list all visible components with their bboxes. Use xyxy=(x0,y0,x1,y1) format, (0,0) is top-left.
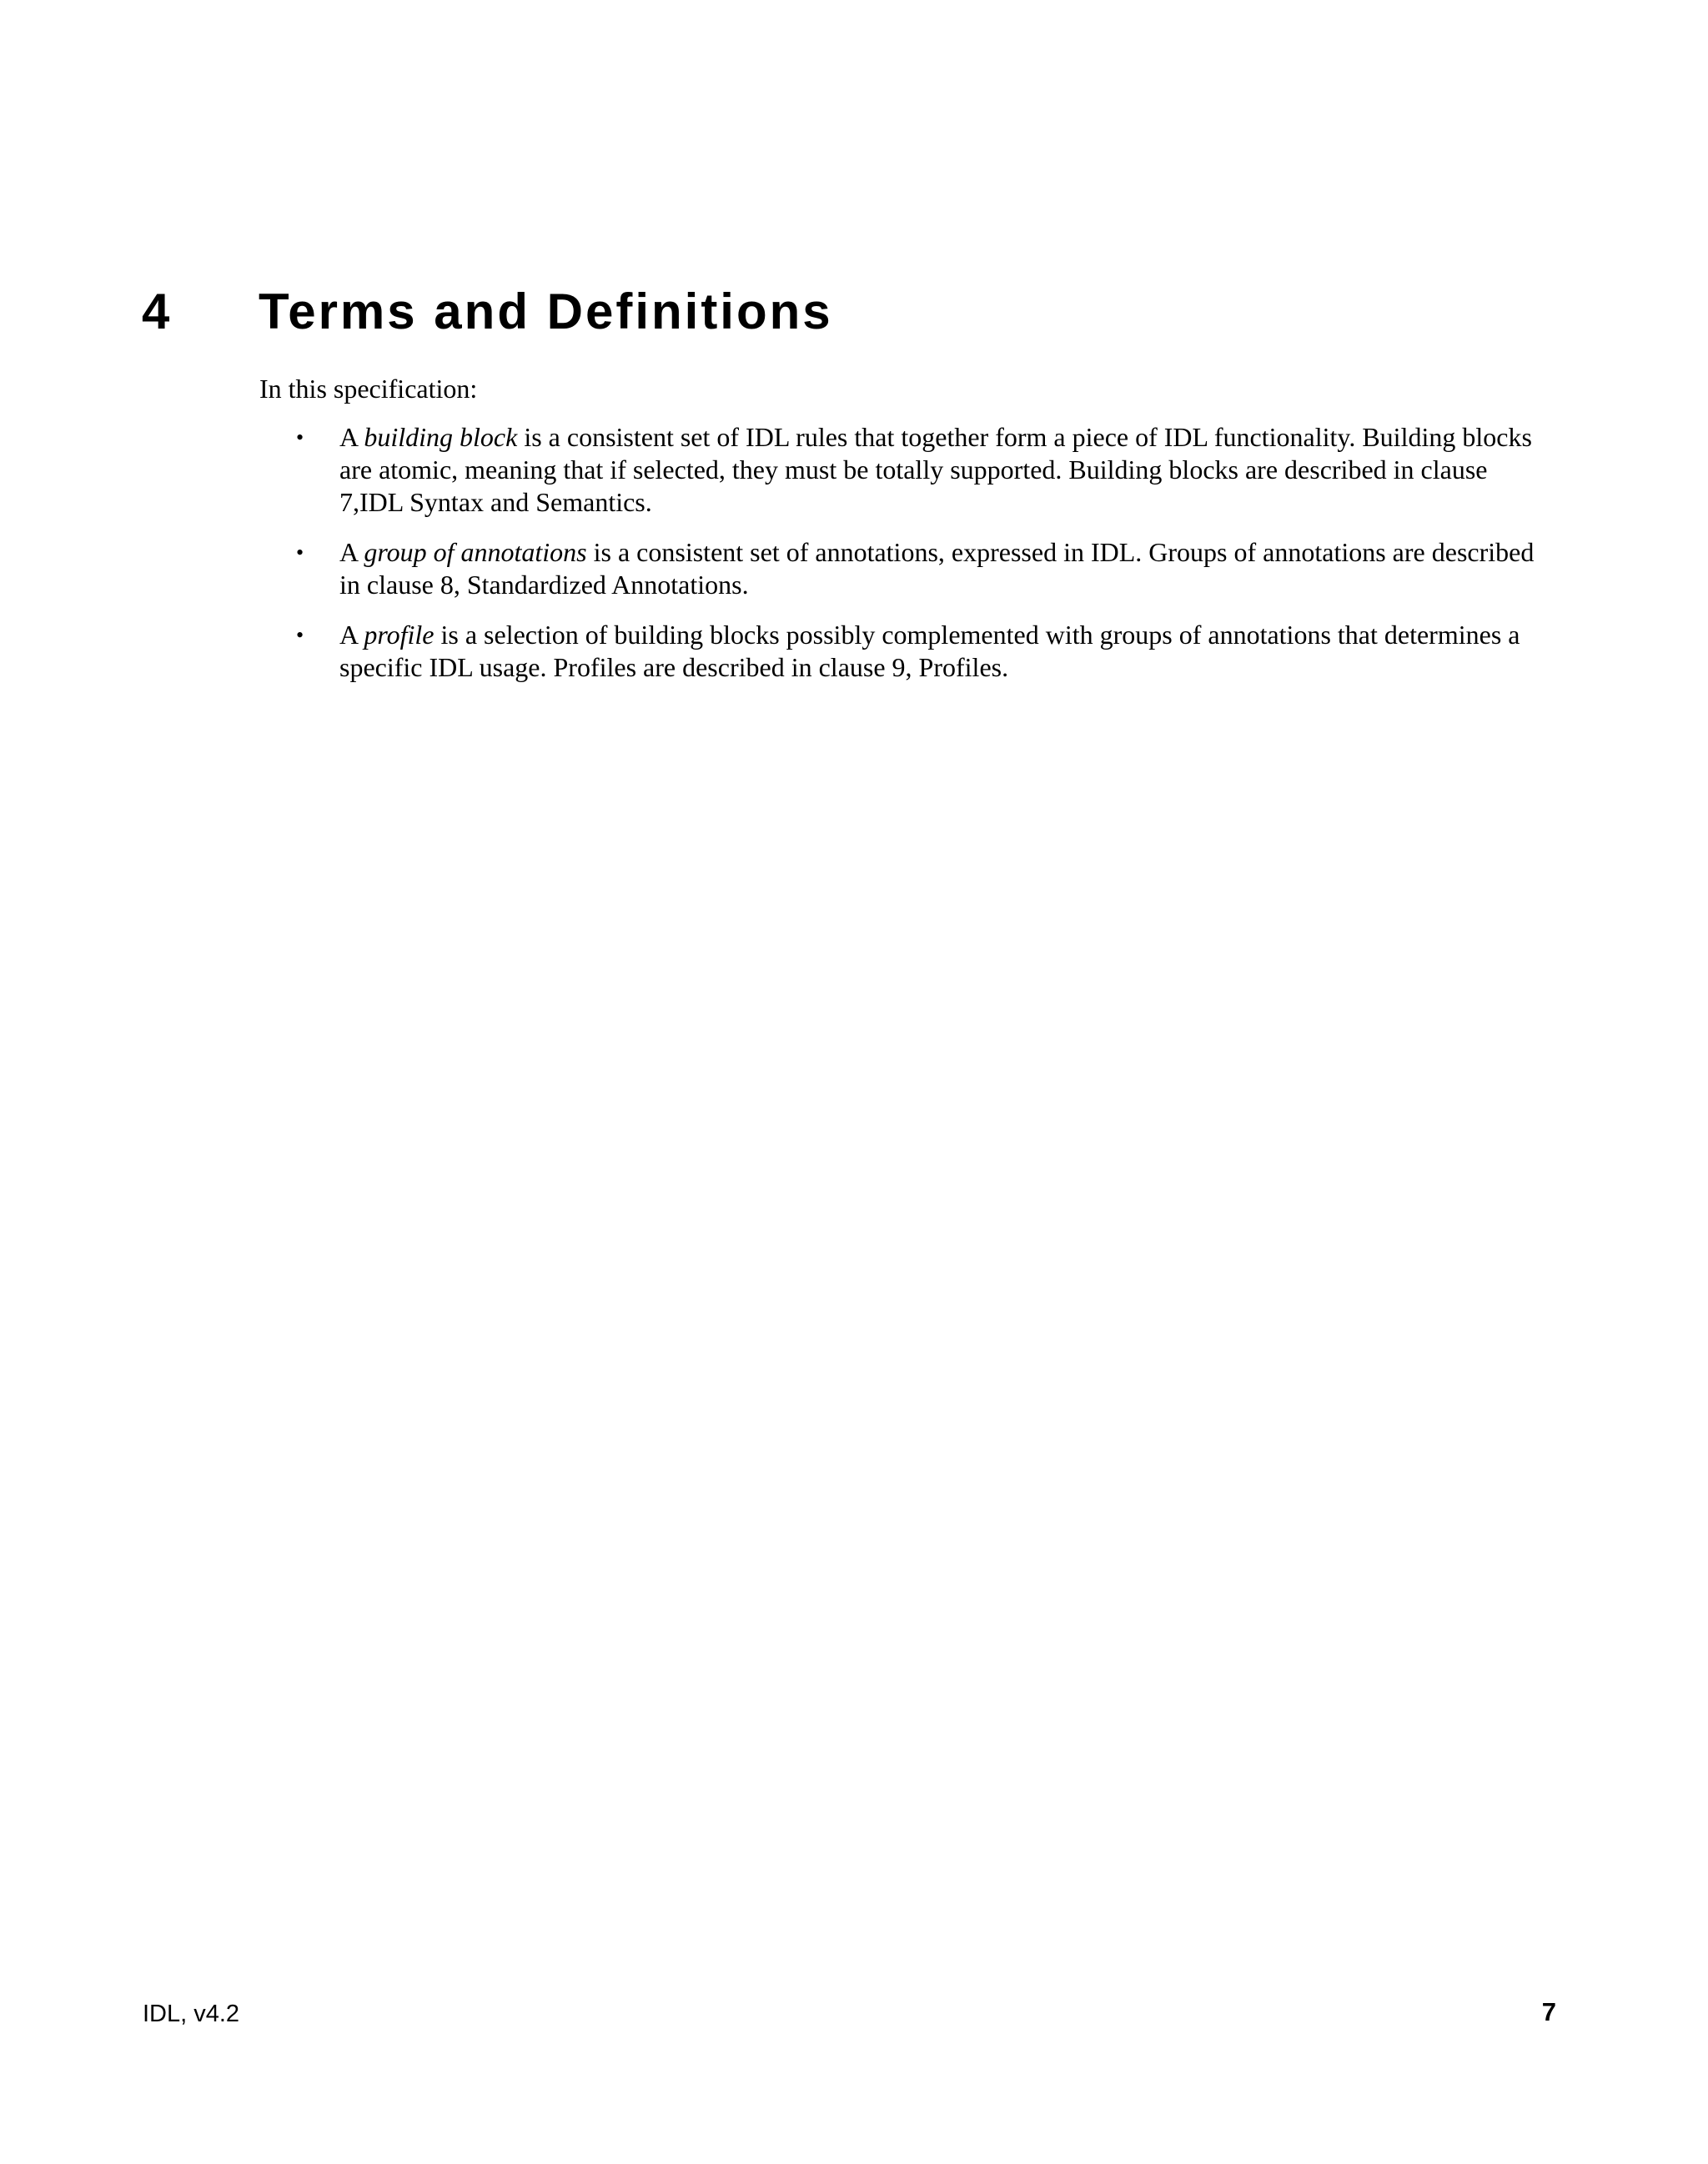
definition-line xyxy=(339,619,1574,651)
bullet-icon: • xyxy=(296,425,304,449)
defined-term: building block xyxy=(364,422,518,452)
definitions-list xyxy=(296,421,1574,701)
definition-lead: A xyxy=(339,422,364,452)
bullet-icon: • xyxy=(296,623,304,647)
section-heading xyxy=(142,282,833,342)
bullet-icon: • xyxy=(296,540,304,565)
definition-line xyxy=(339,421,1574,454)
footer-page-number: 7 xyxy=(1541,1997,1556,2026)
section-number: 4 xyxy=(142,284,173,339)
definition-line: are atomic, meaning that if selected, they must be totally supported. Building blocks are described in clause xyxy=(339,454,1488,485)
definition-line xyxy=(339,536,1574,569)
definition-line: 7,IDL Syntax and Semantics. xyxy=(339,487,652,517)
definition-text: is a selection of building blocks possibly complemented with groups of annotations that determines a xyxy=(434,620,1520,650)
defined-term: profile xyxy=(364,620,435,650)
definition-text: is a consistent set of annotations, expressed in IDL. Groups of annotations are described xyxy=(586,537,1535,567)
definition-lead: A xyxy=(339,537,364,567)
intro-paragraph: In this specification: xyxy=(259,374,478,404)
definition-item-group-of-annotations xyxy=(296,536,1574,601)
definition-item-building-block xyxy=(296,421,1574,519)
section-title: Terms and Definitions xyxy=(259,284,833,339)
footer-document-name: IDL, v4.2 xyxy=(143,2001,240,2027)
definition-line: in clause 8, Standardized Annotations. xyxy=(339,570,749,600)
definition-item-profile xyxy=(296,619,1574,684)
definition-text: is a consistent set of IDL rules that together form a piece of IDL functionality. Building blocks xyxy=(517,422,1532,452)
definition-line: specific IDL usage. Profiles are described in clause 9, Profiles. xyxy=(339,652,1009,682)
definition-lead: A xyxy=(339,620,364,650)
defined-term: group of annotations xyxy=(364,537,587,567)
